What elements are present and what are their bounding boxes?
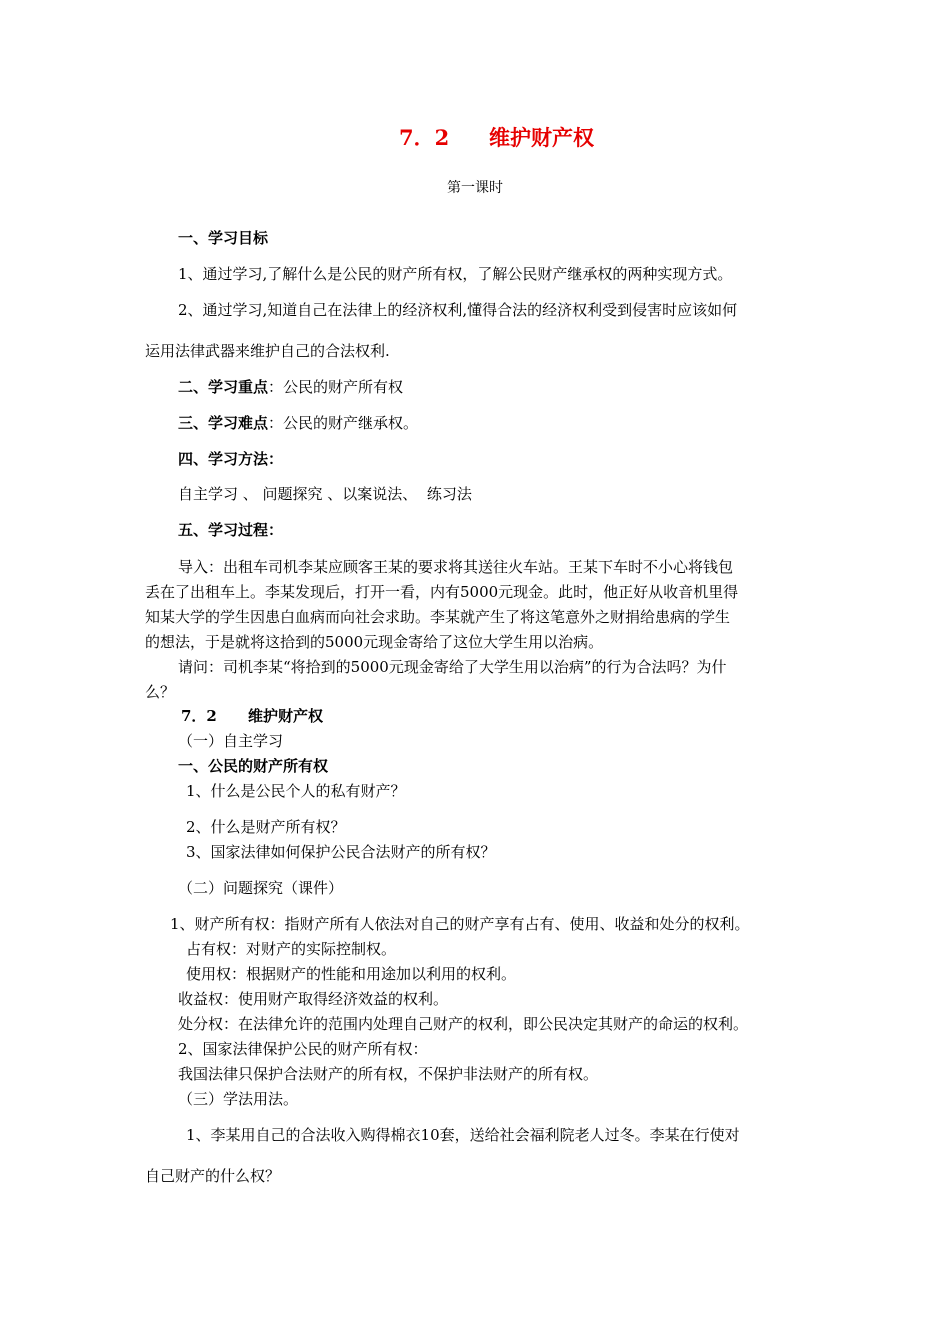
objective-item-1: 1、通过学习,了解什么是公民的财产所有权，了解公民财产继承权的两种实现方式。	[178, 265, 733, 283]
intro-line-3: 知某大学的学生因患白血病而向社会求助。李某就产生了将这笔意外之财捐给患病的学生	[145, 608, 731, 626]
section-title: 维护财产权	[248, 707, 324, 725]
question-line-1: 请问：司机李某“将拾到的5000元现金寄给了大学生用以治病”的行为合法吗？为什	[178, 658, 727, 676]
section-number: 7．2	[181, 707, 217, 725]
document-title	[0, 124, 950, 154]
title-text: 维护财产权	[489, 125, 594, 150]
title-number: 7．2	[399, 125, 450, 150]
key-points-label: 二、学习重点	[178, 378, 269, 396]
intro-line-2: 丢在了出租车上。李某发现后，打开一看，内有5000元现金。此时，他正好从收音机里得	[145, 583, 739, 601]
income-right: 收益权：使用财产取得经济效益的权利。	[178, 990, 449, 1008]
key-points	[178, 377, 403, 397]
possession-right: 占有权：对财产的实际控制权。	[186, 940, 397, 958]
question-line-2: 么？	[145, 683, 176, 701]
lesson-subtitle: 第一课时	[447, 180, 503, 196]
question-1: 1、什么是公民个人的私有财产？	[186, 782, 406, 800]
topic-heading: 一、公民的财产所有权	[178, 757, 329, 775]
objective-item-2-line-1: 2、通过学习,知道自己在法律上的经济权利,懂得合法的经济权利受到侵害时应该如何	[178, 301, 738, 319]
definition-1: 1、财产所有权：指财产所有人依法对自己的财产享有占有、使用、收益和处分的权利。	[170, 915, 750, 933]
methods-heading: 四、学习方法：	[178, 450, 284, 468]
disposal-right: 处分权：在法律允许的范围内处理自己财产的权利，即公民决定其财产的命运的权利。	[178, 1015, 749, 1033]
inquiry-heading: （二）问题探究（课件）	[178, 879, 344, 897]
difficulties	[178, 413, 418, 433]
key-points-text: ：公民的财产所有权	[268, 378, 404, 396]
apply-heading: （三）学法用法。	[178, 1090, 299, 1108]
objectives-heading: 一、学习目标	[178, 229, 269, 247]
process-heading: 五、学习过程：	[178, 521, 284, 539]
definition-2-text: 我国法律只保护合法财产的所有权，不保护非法财产的所有权。	[178, 1065, 599, 1083]
methods-text: 自主学习 、 问题探究 、以案说法、 练习法	[178, 485, 472, 503]
difficulties-text: ：公民的财产继承权。	[268, 414, 419, 432]
case-1-line-1: 1、李某用自己的合法收入购得棉衣10套，送给社会福利院老人过冬。李某在行使对	[186, 1126, 740, 1144]
definition-2: 2、国家法律保护公民的财产所有权：	[178, 1040, 428, 1058]
objective-item-2-line-2: 运用法律武器来维护自己的合法权利.	[145, 342, 390, 360]
intro-line-4: 的想法，于是就将这拾到的5000元现金寄给了这位大学生用以治病。	[145, 633, 604, 651]
self-study-heading: （一）自主学习	[178, 732, 284, 750]
use-right: 使用权：根据财产的性能和用途加以利用的权利。	[186, 965, 517, 983]
question-2: 2、什么是财产所有权？	[186, 818, 346, 836]
question-3: 3、国家法律如何保护公民合法财产的所有权？	[186, 843, 496, 861]
case-1-line-2: 自己财产的什么权？	[145, 1167, 281, 1185]
intro-line-1: 导入：出租车司机李某应顾客王某的要求将其送往火车站。王某下车时不小心将钱包	[178, 558, 734, 576]
difficulties-label: 三、学习难点	[178, 414, 269, 432]
